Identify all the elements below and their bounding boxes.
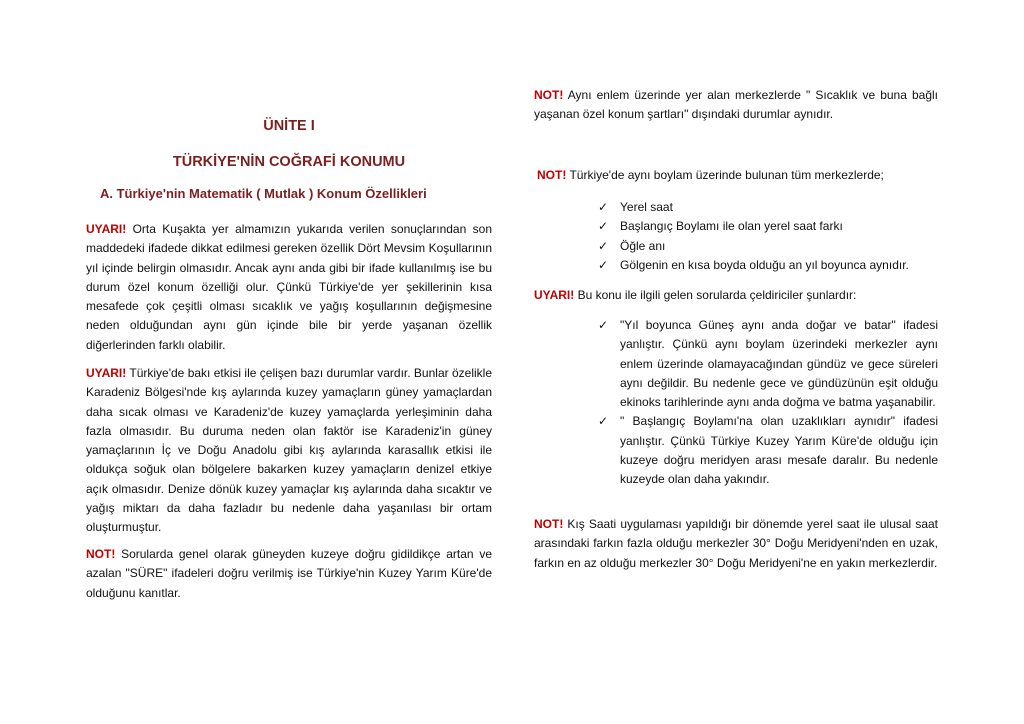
checklist-item: ✓ "Yıl boyunca Güneş aynı anda doğar ve batar" ifadesi yanlıştır. Çünkü aynı boylam üzerindeki merkezler aynı enlem üzerinde olamayacağından gündüz ve gece süreleri aynı değildir. Bu nedenle gece ve gündüzünün eşit olduğu ekinoks tarihlerinde aynı anda doğma ve batma yaşanabilir. [598, 318, 938, 410]
uyari-paragraph-right [534, 286, 938, 305]
check-icon: ✓ [598, 219, 609, 234]
check-icon: ✓ [598, 257, 609, 272]
not-paragraph-1 [86, 545, 492, 603]
distractor-checklist [598, 316, 938, 490]
check-icon: ✓ [598, 200, 609, 214]
checklist-item: ✓ Gölgenin en kısa boyda olduğu an yıl boyunca aynıdır. [598, 256, 938, 275]
section-title: A. Türkiye'nin Matematik ( Mutlak ) Konum Özellikleri [100, 186, 427, 201]
unit-title: ÜNİTE I [263, 118, 315, 134]
paragraph-text: Kış Saati uygulaması yapıldığı bir dönemde yerel saat ile ulusal saat arasındaki farkın fazla olduğu merkezler 30° Doğu Meridyeni'nden en uzak, farkın en az olduğu merkezler 30° Doğu Meridyeni'ne en yakın merkezlerdir. [534, 517, 938, 570]
checklist-item: ✓ Öğle anı [598, 237, 938, 256]
uyari-label: UYARI! [86, 222, 127, 236]
uyari-paragraph-1 [86, 220, 492, 355]
checklist-item: ✓ Başlangıç Boylamı ile olan yerel saat farkı [598, 217, 938, 236]
not-paragraph-right-2 [537, 166, 938, 185]
paragraph-text: Orta Kuşakta yer almamızın yukarıda verilen sonuçlarından son maddedeki ifadede dikkat edilmesi gereken özellik Dört Mevsim Koşullarının yıl içinde belirgin olmasıdır. Ancak aynı anda gibi bir ifade kullanılmış ise bu durum özel konum özelliği olur. Çünkü Türkiye'de yer şekillerinin kısa mesafede çok çeşitli olması sıcaklık ve yağış koşullarının değişmesine neden olduğundan aynı gün içinde bile bir yerde yaşanan özellik diğerlerinden farklı olabilir. [86, 222, 492, 352]
not-label: NOT! [534, 517, 564, 531]
uyari-label: UYARI! [534, 288, 575, 302]
main-title: TÜRKİYE'NİN COĞRAFİ KONUMU [172, 154, 406, 170]
not-label: NOT! [86, 547, 116, 561]
same-meridian-checklist [598, 198, 938, 275]
paragraph-text: Bu konu ile ilgili gelen sorularda çeldiriciler şunlardır: [574, 288, 857, 302]
not-label: NOT! [537, 168, 567, 182]
uyari-paragraph-2 [86, 364, 492, 538]
not-label: NOT! [534, 88, 564, 102]
checklist-item: ✓ " Başlangıç Boylamı'na olan uzaklıkları aynıdır" ifadesi yanlıştır. Çünkü Türkiye Kuzey Yarım Küre'de olduğu için kuzeye doğru meridyen arası mesafe daralır. Bu nedenle kuzeyde olan daha yakındır. [598, 414, 938, 487]
uyari-label: UYARI! [86, 366, 127, 380]
check-icon: ✓ [598, 318, 609, 332]
check-icon: ✓ [598, 414, 609, 429]
check-icon: ✓ [598, 238, 609, 253]
paragraph-text: Aynı enlem üzerinde yer alan merkezlerde " Sıcaklık ve buna bağlı yaşanan özel konum şartları" dışındaki durumlar aynıdır. [534, 88, 938, 122]
checklist-item: ✓ Yerel saat [598, 198, 938, 217]
not-paragraph-right-3 [534, 515, 938, 573]
paragraph-text: Türkiye'de aynı boylam üzerinde bulunan tüm merkezlerde; [566, 168, 884, 182]
not-paragraph-right-1 [534, 86, 938, 125]
paragraph-text: Türkiye'de bakı etkisi ile çelişen bazı durumlar vardır. Bunlar özelikle Karadeniz Bölgesi'nde kış aylarında kuzey yamaçların güney yamaçlardan daha sıcak olması ve Karadeniz'de kuzey yamaçlarda yerleşiminin daha fazla olmasıdır. Bu duruma neden olan faktör ise Karadeniz'in güney yamaçlarının İç ve Doğu Anadolu gibi kış aylarında karasallık etkisi ile oldukça soğuk olan bölgelere bakarken kuzey yamaçların denizel etkiye açık olmasıdır. Denize dönük kuzey yamaçlar kış aylarında daha sıcaktır ve yağış miktarı da daha fazladır bu nedenle daha yaşanılası bir ortam oluşturmuştur. [86, 366, 492, 535]
paragraph-text: Sorularda genel olarak güneyden kuzeye doğru gidildikçe artan ve azalan "SÜRE" ifadeleri doğru verilmiş ise Türkiye'nin Kuzey Yarım Küre'de olduğunu kanıtlar. [86, 547, 492, 600]
